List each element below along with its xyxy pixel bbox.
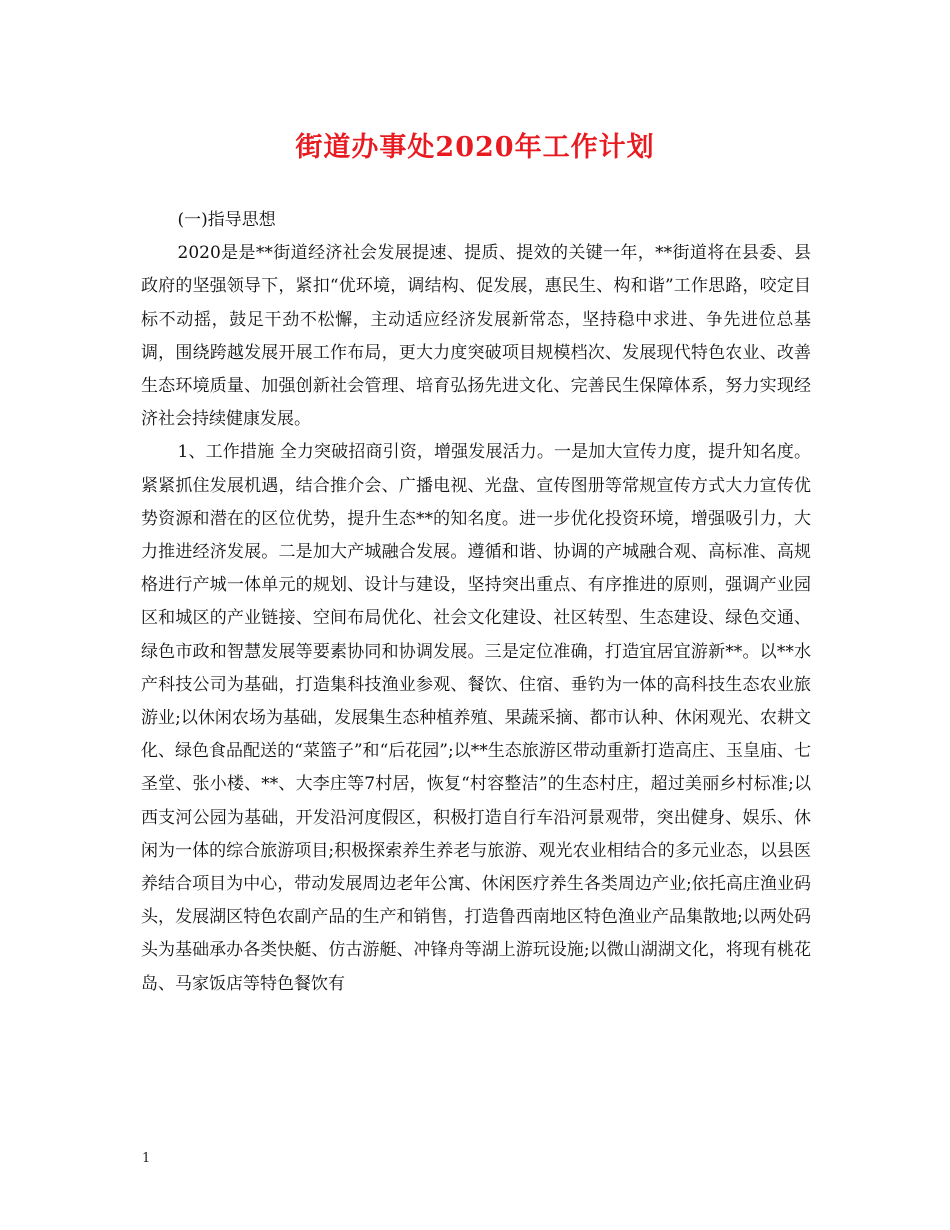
section-heading: (一)指导思想 xyxy=(177,210,276,230)
body-paragraph: 2020是是**街道经济社会发展提速、提质、提效的关键一年，**街道将在县委、县政府的坚强领导下，紧扣“优环境，调结构、促发展，惠民生、构和谐”工作思路，咬定目标不动摇，鼓足干劲不松懈，主动适应经济发展新常态，坚持稳中求进、争先进位总基调，围绕跨越发展开展工作布局，更大力度突破项目规模档次、发展现代特色农业、改善生态环境质量、加强创新社会管理、培育弘扬先进文化、完善民生保障体系，努力实现经济社会持续健康发展。 xyxy=(141,243,811,430)
page-number: 1 xyxy=(142,1151,151,1166)
body-paragraph: 1、工作措施 全力突破招商引资，增强发展活力。一是加大宣传力度，提升知名度。紧紧抓住发展机遇，结合推介会、广播电视、光盘、宣传图册等常规宣传方式大力宣传优势资源和潜在的区位优势，提升生态**的知名度。进一步优化投资环境，增强吸引力，大力推进经济发展。二是加大产城融合发展。遵循和谐、协调的产城融合观、高标准、高规格进行产城一体单元的规划、设计与建设，坚持突出重点、有序推进的原则，强调产业园区和城区的产业链接、空间布局优化、社会文化建设、社区转型、生态建设、绿色交通、绿色市政和智慧发展等要素协同和协调发展。三是定位准确，打造宜居宜游新**。以**水产科技公司为基础，打造集科技渔业参观、餐饮、住宿、垂钓为一体的高科技生态农业旅游业;以休闲农场为基础，发展集生态种植养殖、果蔬采摘、都市认种、休闲观光、农耕文化、绿色食品配送的“菜篮子”和“后花园”;以**生态旅游区带动重新打造高庄、玉皇庙、七圣堂、张小楼、**、大李庄等7村居，恢复“村容整洁”的生态村庄，超过美丽乡村标准;以西支河公园为基础，开发沿河度假区，积极打造自行车沿河景观带，突出健身、娱乐、休闲为一体的综合旅游项目;积极探索养生养老与旅游、观光农业相结合的多元业态，以县医养结合项目为中心，带动发展周边老年公寓、休闲医疗养生各类周边产业;依托高庄渔业码头，发展湖区特色农副产品的生产和销售，打造鲁西南地区特色渔业产品集散地;以两处码头为基础承办各类快艇、仿古游艇、冲锋舟等湖上游玩设施;以微山湖湖文化，将现有桃花岛、马家饭店等特色餐饮有 xyxy=(141,442,811,994)
document-body xyxy=(141,204,811,1001)
document-title: 街道办事处2020年工作计划 xyxy=(295,132,655,163)
